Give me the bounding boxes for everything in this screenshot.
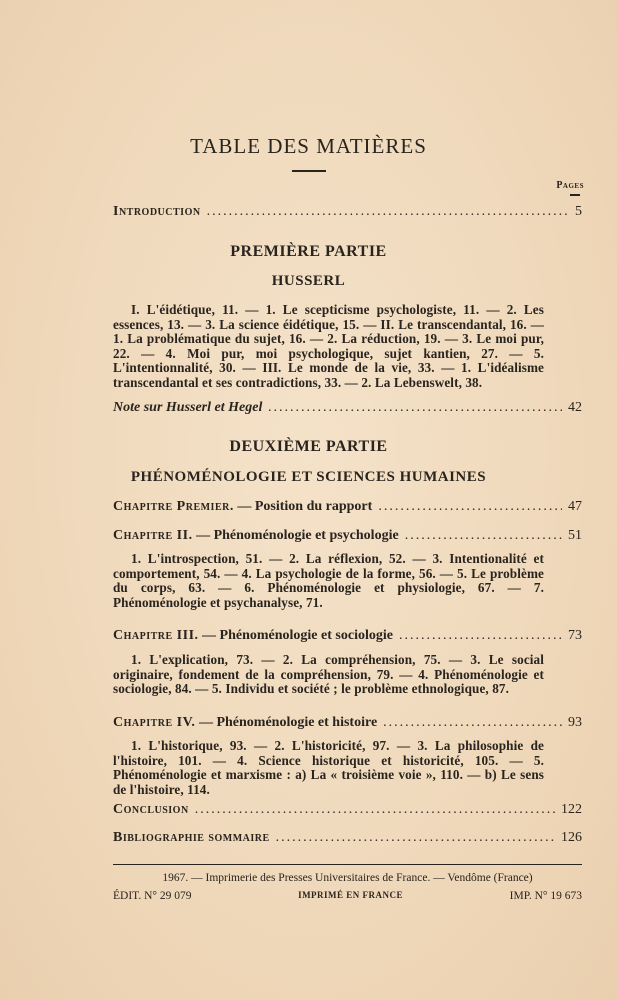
entry-page: 51 — [568, 528, 582, 543]
chapter-3-contents: 1. L'explication, 73. — 2. La compréhension, 75. — 3. Le social originaire, fondement de la compréhension, 79. — 4. Phénoménologie et sociologie, 84. — 5. Individu et société ; le problème ethnologique, 87. — [113, 652, 544, 697]
leader-dots — [405, 528, 562, 544]
entry-page: 93 — [568, 715, 582, 730]
toc-entry-chapter-2 — [113, 528, 582, 544]
entry-label: Note sur Husserl et Hegel — [113, 400, 263, 415]
leader-dots — [383, 715, 562, 731]
chapter-prefix: Chapitre Premier. — [113, 499, 234, 514]
part1-subheading: HUSSERL — [271, 273, 346, 289]
entry-page: 5 — [575, 204, 582, 219]
leader-dots — [378, 499, 562, 515]
printed-in-france: IMPRIMÉ EN FRANCE — [298, 890, 404, 900]
leader-dots — [276, 830, 555, 846]
toc-entry-chapter-4 — [113, 715, 582, 731]
chapter-title: — Phénoménologie et psychologie — [196, 528, 399, 543]
chapter-title: — Phénoménologie et sociologie — [202, 628, 393, 643]
chapter-prefix: Chapitre IV. — [113, 715, 196, 730]
entry-page: 126 — [561, 830, 582, 845]
entry-page: 73 — [568, 628, 582, 643]
footer-rule — [113, 864, 582, 865]
leader-dots — [207, 204, 569, 220]
imp-number: IMP. N° 19 673 — [509, 890, 582, 902]
leader-dots — [399, 628, 562, 644]
entry-page: 122 — [561, 802, 582, 817]
chapter-title: — Position du rapport — [237, 499, 373, 514]
entry-label: Bibliographie sommaire — [113, 830, 270, 845]
part1-contents: I. L'éidétique, 11. — 1. Le scepticisme psychologiste, 11. — 2. Les essences, 13. — 3. La science éidétique, 15. — II. Le transcendantal, 16. — 1. La problématique du sujet, 16. — 2. La réduction, 19. — 3. Le moi pur, 22. — 4. Moi pur, moi psychologique, sujet kantien, 27. — 5. L'intentionnalité, 30. — III. Le monde de la vie, 33. — 1. L'idéalisme transcendantal et ses contradictions, 33. — 2. La Lebenswelt, 38. — [113, 302, 544, 390]
entry-label: Introduction — [113, 204, 201, 219]
page-title: TABLE DES MATIÈRES — [190, 134, 427, 158]
pages-column-rule — [570, 194, 580, 196]
chapter-4-contents: 1. L'historique, 93. — 2. L'historicité, 97. — 3. La philosophie de l'histoire, 101. — 4. Science historique et historicité, 105. — 5. Phénoménologie et marxisme : a) La « troisième voie », 110. — b) Le sens de l'histoire, 114. — [113, 738, 544, 797]
toc-entry-chapter-1 — [113, 499, 582, 515]
part2-heading: DEUXIÈME PARTIE — [229, 438, 388, 455]
toc-entry-introduction — [113, 204, 582, 220]
pages-column-label: Pages — [556, 180, 584, 191]
edit-number: ÉDIT. N° 29 079 — [113, 890, 192, 902]
chapter-title: — Phénoménologie et histoire — [198, 715, 378, 730]
entry-page: 42 — [568, 400, 582, 415]
footer-codes — [113, 890, 582, 902]
title-rule — [292, 170, 326, 172]
toc-entry-conclusion — [113, 802, 582, 818]
leader-dots — [195, 802, 555, 818]
leader-dots — [268, 400, 562, 416]
chapter-prefix: Chapitre II. — [113, 528, 193, 543]
part1-heading: PREMIÈRE PARTIE — [230, 243, 387, 260]
toc-entry-bibliography — [113, 830, 582, 846]
footer-printer: 1967. — Imprimerie des Presses Universitaires de France. — Vendôme (France) — [162, 872, 533, 884]
part2-subheading: PHÉNOMÉNOLOGIE ET SCIENCES HUMAINES — [130, 469, 487, 485]
chapter-prefix: Chapitre III. — [113, 628, 199, 643]
chapter-2-contents: 1. L'introspection, 51. — 2. La réflexion, 52. — 3. Intentionalité et comportement, 54. — 4. La psychologie de la forme, 56. — 5. Le problème du corps, 63. — 6. Phénoménologie et physiologie, 67. — 7. Phénoménologie et psychanalyse, 71. — [113, 551, 544, 610]
entry-label: Conclusion — [113, 802, 189, 817]
toc-entry-note — [113, 400, 582, 416]
toc-entry-chapter-3 — [113, 628, 582, 644]
entry-page: 47 — [568, 499, 582, 514]
